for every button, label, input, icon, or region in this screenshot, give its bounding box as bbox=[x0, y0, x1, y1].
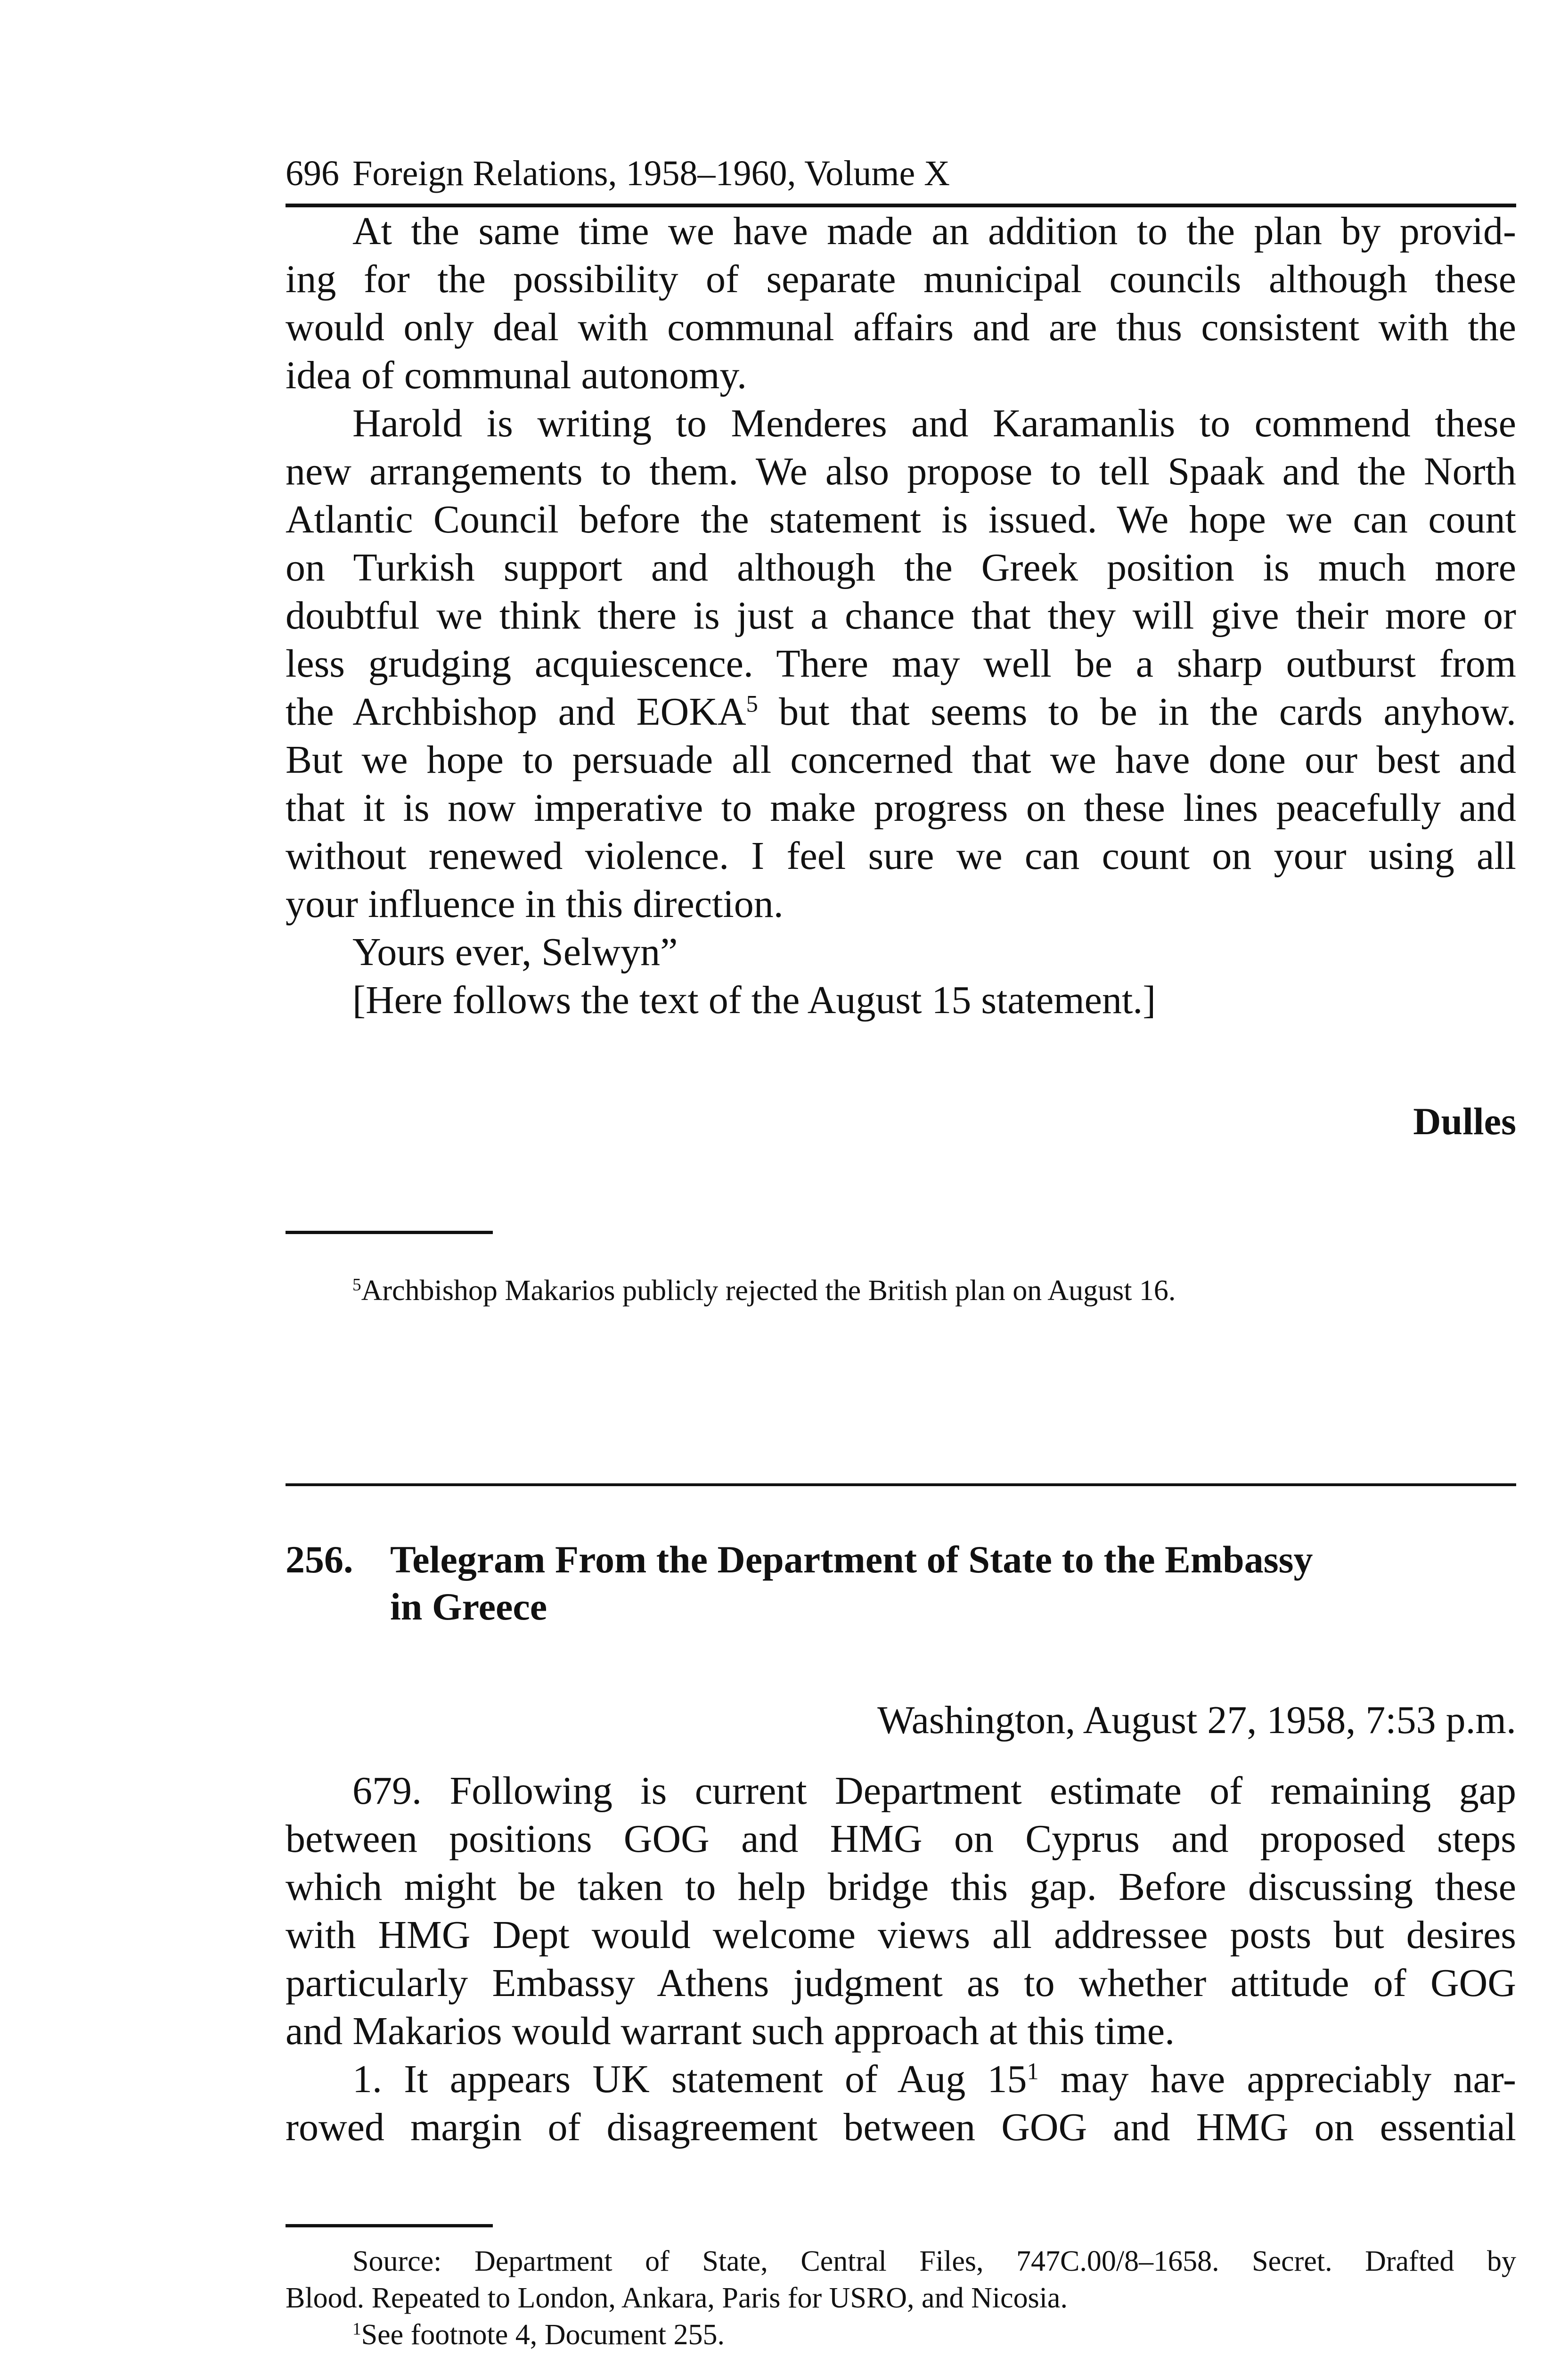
running-title: Foreign Relations, 1958–1960, Volume X bbox=[352, 154, 950, 193]
text-line: with HMG Dept would welcome views all addressee posts but desires bbox=[286, 1913, 1516, 1957]
footnote-rule bbox=[286, 1231, 493, 1234]
text-line: But we hope to persuade all concerned that we have done our best and bbox=[286, 738, 1516, 782]
header-rule bbox=[286, 204, 1516, 207]
running-header bbox=[286, 150, 1516, 197]
telegram-point-1 bbox=[286, 2055, 1516, 2151]
text-line: Atlantic Council before the statement is issued. We hope we can count bbox=[286, 498, 1516, 541]
page-number: 696 bbox=[286, 154, 339, 193]
text-segment: the Archbishop and EOKA bbox=[286, 690, 746, 734]
footnote-5 bbox=[286, 1272, 1516, 1309]
section-divider bbox=[286, 1483, 1516, 1486]
text-segment: 1. It appears UK statement of Aug 15 bbox=[352, 2057, 1027, 2101]
text-line: and Makarios would warrant such approach at this time. bbox=[286, 2009, 1175, 2053]
text-line: would only deal with communal affairs and are thus consistent with the bbox=[286, 305, 1516, 349]
text-line: between positions GOG and HMG on Cyprus and proposed steps bbox=[286, 1817, 1516, 1861]
footnote-number: 5 bbox=[352, 1275, 361, 1295]
text-line: particularly Embassy Athens judgment as to whether attitude of GOG bbox=[286, 1961, 1516, 2005]
telegram-body bbox=[286, 1767, 1516, 2151]
source-note bbox=[286, 2243, 1516, 2353]
footnote-rule bbox=[286, 2224, 493, 2227]
editorial-note: [Here follows the text of the August 15 statement.] bbox=[352, 978, 1156, 1022]
text-segment: but that seems to be in the cards anyhow. bbox=[758, 690, 1516, 734]
text-line: 679. Following is current Department estimate of remaining gap bbox=[352, 1769, 1516, 1813]
text-line: that it is now imperative to make progress on these lines peacefully and bbox=[286, 786, 1516, 830]
letter-paragraph-2 bbox=[286, 400, 1516, 928]
signature: Dulles bbox=[1413, 1100, 1516, 1143]
telegram-paragraph-1 bbox=[286, 1767, 1516, 2055]
footnote-text: See footnote 4, Document 255. bbox=[361, 2319, 725, 2351]
document-title-line: in Greece bbox=[390, 1585, 547, 1628]
letter-closing: Yours ever, Selwyn” bbox=[352, 930, 678, 974]
text-line: rowed margin of disagreement between GOG and HMG on essential bbox=[286, 2105, 1516, 2149]
text-line: less grudging acquiescence. There may well be a sharp outburst from bbox=[286, 642, 1516, 686]
text-line: ing for the possibility of separate municipal councils although these bbox=[286, 257, 1516, 301]
footnote-number: 1 bbox=[352, 2319, 361, 2339]
document-title-line: Telegram From the Department of State to the Embassy bbox=[390, 1538, 1313, 1581]
text-line bbox=[286, 2055, 1516, 2103]
text-line: without renewed violence. I feel sure we can count on your using all bbox=[286, 834, 1516, 878]
footnote-marker: 1 bbox=[1027, 2058, 1039, 2085]
text-line: idea of communal autonomy. bbox=[286, 353, 747, 397]
source-note-line: Source: Department of State, Central Files, 747C.00/8–1658. Secret. Drafted by bbox=[352, 2245, 1516, 2277]
footnote-marker: 5 bbox=[746, 690, 758, 717]
text-segment: may have appreciably nar- bbox=[1038, 2057, 1516, 2101]
text-line: doubtful we think there is just a chance that they will give their more or bbox=[286, 594, 1516, 638]
dateline: Washington, August 27, 1958, 7:53 p.m. bbox=[877, 1698, 1516, 1742]
text-line: At the same time we have made an addition to the plan by provid- bbox=[352, 209, 1516, 253]
footnote-1 bbox=[286, 2316, 1516, 2353]
text-line: your influence in this direction. bbox=[286, 882, 784, 926]
document-number: 256. bbox=[286, 1538, 353, 1581]
text-line: Harold is writing to Menderes and Karamanlis to commend these bbox=[352, 401, 1516, 445]
text-line: on Turkish support and although the Greek position is much more bbox=[286, 546, 1516, 589]
letter-paragraph-1 bbox=[286, 207, 1516, 400]
document-heading bbox=[286, 1536, 1516, 1630]
footnote-line bbox=[286, 1272, 1516, 1309]
source-note-line: Blood. Repeated to London, Ankara, Paris for USRO, and Nicosia. bbox=[286, 2282, 1068, 2314]
text-line: which might be taken to help bridge this gap. Before discussing these bbox=[286, 1865, 1516, 1909]
text-line bbox=[286, 688, 1516, 736]
text-line: new arrangements to them. We also propose to tell Spaak and the North bbox=[286, 450, 1516, 493]
footnote-text: Archbishop Makarios publicly rejected the British plan on August 16. bbox=[361, 1275, 1176, 1307]
letter-body bbox=[286, 207, 1516, 1024]
